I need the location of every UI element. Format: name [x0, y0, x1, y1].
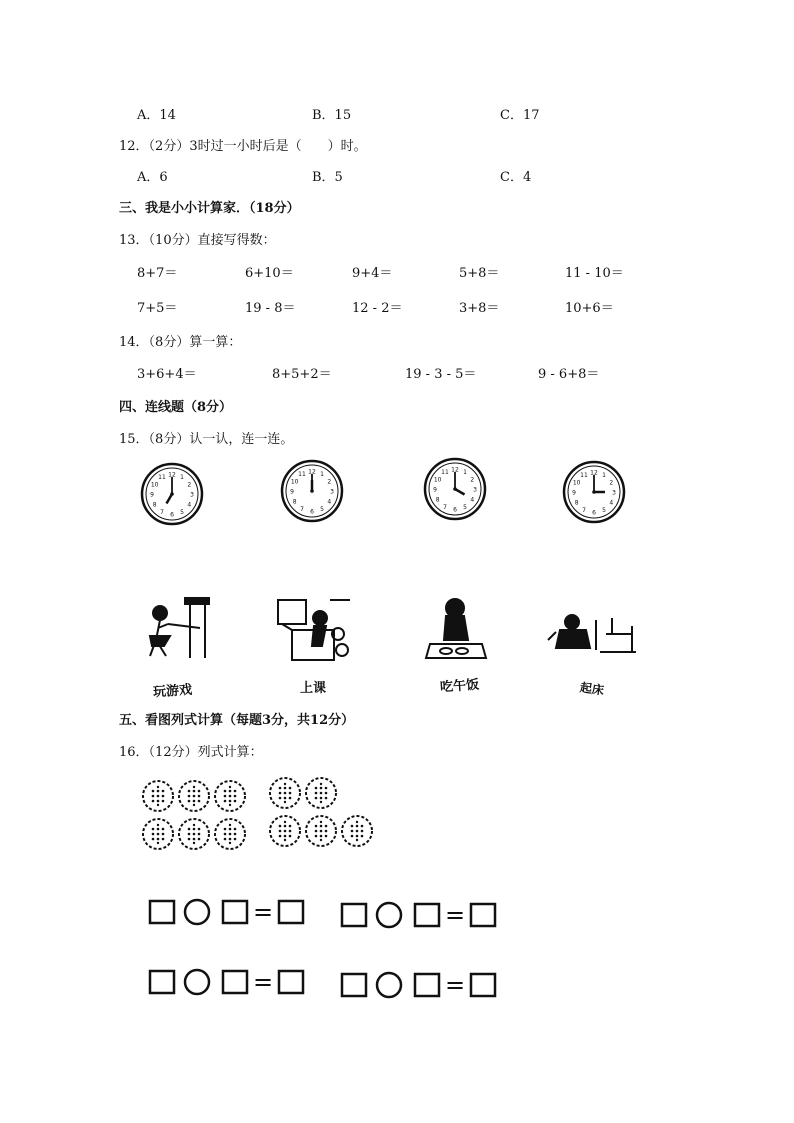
dotted-circle [342, 816, 372, 846]
q14-item-4: 9 - 6+8＝ [538, 367, 600, 382]
answer-template-1[interactable] [150, 898, 303, 926]
q11-option-c[interactable]: C．17 [500, 108, 540, 123]
clock-numeral: 6 [453, 506, 457, 514]
clock-numeral: 10 [150, 481, 159, 489]
clock-numeral: 2 [609, 479, 614, 487]
lunch-picture [426, 599, 486, 658]
playing-picture [150, 598, 209, 658]
clock-face-3 [425, 459, 485, 519]
q13-r1-item-2: 6+10＝ [245, 266, 294, 281]
answer-box[interactable] [471, 974, 495, 996]
q13-r1-item-5: 11 - 10＝ [565, 266, 624, 281]
clock-numeral: 5 [602, 506, 606, 514]
clock-numeral: 8 [574, 499, 579, 507]
getting-up-picture [548, 615, 636, 652]
equal-sign: = [444, 901, 466, 929]
dotted-circle [143, 819, 173, 849]
clock-numeral: 12 [451, 466, 459, 474]
q12-option-b[interactable]: B．5 [312, 170, 343, 185]
q13-r1-item-4: 5+8＝ [459, 266, 500, 281]
answer-box[interactable] [415, 904, 439, 926]
clock-face-4 [564, 462, 624, 522]
answer-box[interactable] [342, 974, 366, 996]
q11-option-b[interactable]: B．15 [312, 108, 352, 123]
q13-r2-item-2: 19 - 8＝ [245, 301, 296, 316]
section-3-heading: 三、我是小小计算家．（18分） [119, 201, 300, 216]
clock-numeral: 6 [592, 509, 596, 517]
clock-numeral: 3 [330, 488, 334, 496]
dotted-circle [270, 778, 300, 808]
operator-circle[interactable] [185, 900, 209, 924]
clock-numeral: 8 [152, 501, 157, 509]
q12-option-c[interactable]: C．4 [500, 170, 532, 185]
clock-numeral: 9 [290, 488, 294, 496]
clock-numeral: 3 [190, 491, 194, 499]
clock-numeral: 8 [435, 496, 440, 504]
answer-box[interactable] [342, 904, 366, 926]
clock-numeral: 5 [180, 508, 184, 516]
answer-template-3[interactable] [150, 968, 303, 996]
q12-option-a[interactable]: A．6 [137, 170, 168, 185]
clock-numeral: 5 [320, 505, 324, 513]
clock-numeral: 2 [187, 481, 192, 489]
clock-numeral: 7 [160, 508, 164, 516]
dotted-circle [143, 781, 173, 811]
clock-numeral: 9 [572, 489, 576, 497]
q13-r2-item-5: 10+6＝ [565, 301, 614, 316]
answer-box[interactable] [415, 974, 439, 996]
answer-box[interactable] [223, 901, 247, 923]
clock-numeral: 12 [168, 471, 176, 479]
dotted-circle [306, 778, 336, 808]
clock-numeral: 11 [298, 471, 306, 479]
q13-r1-item-1: 8+7＝ [137, 266, 178, 281]
q14-item-1: 3+6+4＝ [137, 367, 197, 382]
clock-numeral: 11 [158, 474, 166, 482]
activity-label-3: 吃午饭 [439, 677, 480, 696]
clock-numeral: 12 [590, 469, 598, 477]
q11-option-a[interactable]: A．14 [137, 108, 176, 123]
activity-label-4: 起床 [579, 680, 605, 698]
answer-box[interactable] [150, 971, 174, 993]
dotted-circle [270, 816, 300, 846]
clock-numeral: 3 [473, 486, 477, 494]
dotted-circle [179, 819, 209, 849]
clock-numeral: 11 [580, 472, 588, 480]
clock-numeral: 9 [150, 491, 154, 499]
answer-box[interactable] [471, 904, 495, 926]
clock-numeral: 7 [582, 506, 586, 514]
operator-circle[interactable] [377, 903, 401, 927]
q16-stem: 16．（12分）列式计算： [119, 745, 263, 760]
clock-numeral: 10 [572, 479, 581, 487]
clock-numeral: 1 [602, 472, 606, 480]
clock-numeral: 4 [609, 499, 614, 507]
q13-r1-item-3: 9+4＝ [352, 266, 393, 281]
clock-numeral: 9 [433, 486, 437, 494]
equal-sign: = [444, 971, 466, 999]
q13-r2-item-1: 7+5＝ [137, 301, 178, 316]
q14-stem: 14．（8分）算一算： [119, 335, 242, 350]
activity-label-2: 上课 [300, 681, 327, 696]
clock-numeral: 4 [327, 498, 332, 506]
clock-face-1 [142, 464, 202, 524]
clock-numeral: 10 [290, 478, 299, 486]
clock-numeral: 7 [300, 505, 304, 513]
clock-numeral: 2 [327, 478, 332, 486]
classroom-picture [278, 600, 350, 660]
dotted-circle [215, 781, 245, 811]
dotted-circle [179, 781, 209, 811]
equal-sign: = [252, 968, 274, 996]
dotted-circle [215, 819, 245, 849]
operator-circle[interactable] [185, 970, 209, 994]
answer-box[interactable] [279, 901, 303, 923]
q14-item-2: 8+5+2＝ [272, 367, 332, 382]
clock-numeral: 4 [187, 501, 192, 509]
dotted-circle [306, 816, 336, 846]
activity-label-1: 玩游戏 [152, 682, 193, 701]
clock-numeral: 7 [443, 503, 447, 511]
clock-numeral: 6 [170, 511, 174, 519]
clock-numeral: 1 [463, 469, 467, 477]
q14-item-3: 19 - 3 - 5＝ [405, 367, 477, 382]
answer-box[interactable] [150, 901, 174, 923]
clock-numeral: 4 [470, 496, 475, 504]
clock-numeral: 3 [612, 489, 616, 497]
q12-stem: 12．（2分）3时过一小时后是（ ）时。 [119, 139, 367, 154]
equal-sign: = [252, 898, 274, 926]
clock-numeral: 8 [292, 498, 297, 506]
q13-r2-item-3: 12 - 2＝ [352, 301, 403, 316]
q15-stem: 15．（8分）认一认，连一连。 [119, 432, 294, 447]
clock-numeral: 12 [308, 468, 316, 476]
clock-numeral: 1 [180, 474, 184, 482]
answer-template-4[interactable] [342, 971, 495, 999]
operator-circle[interactable] [377, 973, 401, 997]
clock-numeral: 6 [310, 508, 314, 516]
clock-numeral: 10 [433, 476, 442, 484]
answer-box[interactable] [223, 971, 247, 993]
q13-r2-item-4: 3+8＝ [459, 301, 500, 316]
clock-numeral: 5 [463, 503, 467, 511]
section-4-heading: 四、连线题（8分） [119, 400, 233, 415]
clock-numeral: 2 [470, 476, 475, 484]
answer-template-2[interactable] [342, 901, 495, 929]
clock-face-2 [282, 461, 342, 521]
q13-stem: 13．（10分）直接写得数： [119, 233, 276, 248]
answer-box[interactable] [279, 971, 303, 993]
section-5-heading: 五、看图列式计算（每题3分，共12分） [119, 713, 355, 728]
clock-numeral: 11 [441, 469, 449, 477]
clock-numeral: 1 [320, 471, 324, 479]
